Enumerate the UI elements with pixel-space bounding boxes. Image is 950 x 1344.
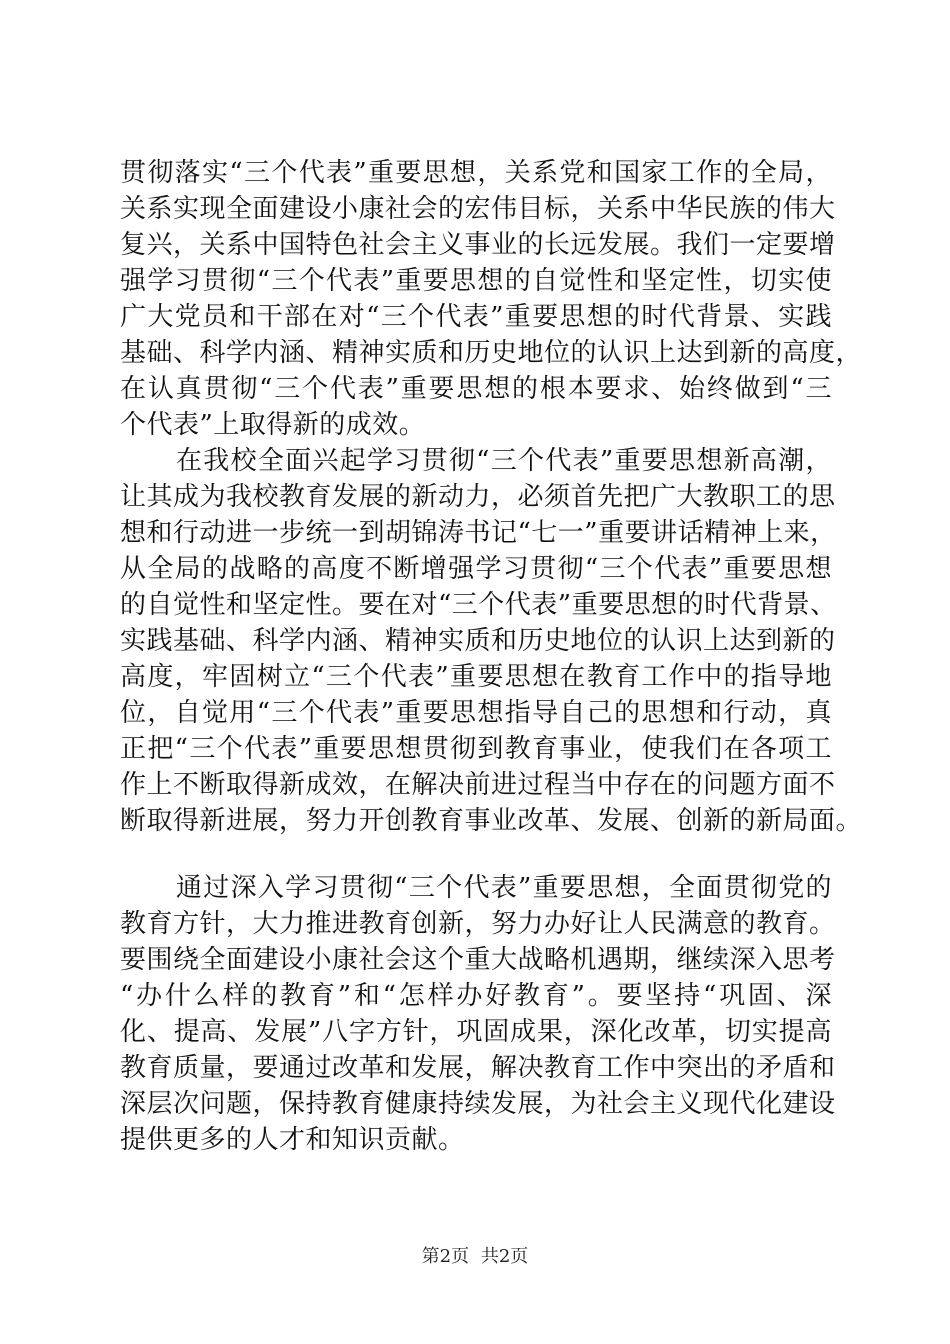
paragraph-line: 的自觉性和坚定性。要在对“三个代表”重要思想的时代背景、	[120, 590, 837, 620]
paragraph-line: 位，自觉用“三个代表”重要思想指导自己的思想和行动，真	[120, 698, 832, 728]
paragraph-line: 个代表”上取得新的成效。	[120, 410, 426, 440]
paragraph-line: 从全局的战略的高度不断增强学习贯彻“三个代表”重要思想	[120, 554, 832, 584]
paragraph-line: 教育质量，要通过改革和发展，解决教育工作中突出的矛盾和	[120, 1053, 836, 1083]
paragraph-line: 作上不断取得新成效，在解决前进过程当中存在的问题方面不	[120, 770, 836, 800]
paragraph-line: “办什么样的教育”和“怎样办好教育”。要坚持“巩固、深	[120, 981, 832, 1011]
paragraph-line: 在认真贯彻“三个代表”重要思想的根本要求、始终做到“三	[120, 374, 832, 404]
page-number: 第2页	[421, 1246, 470, 1267]
paragraph-line: 让其成为我校教育发展的新动力，必须首先把广大教职工的思	[120, 482, 836, 512]
paragraph-line: 正把“三个代表”重要思想贯彻到教育事业，使我们在各项工	[120, 734, 832, 764]
paragraph-line: 基础、科学内涵、精神实质和历史地位的认识上达到新的高度，	[120, 338, 863, 368]
paragraph-line: 复兴，关系中国特色社会主义事业的长远发展。我们一定要增	[120, 230, 836, 260]
paragraph-line: 通过深入学习贯彻“三个代表”重要思想，全面贯彻党的	[176, 873, 832, 903]
paragraph-3	[120, 870, 836, 1158]
paragraph-1	[120, 155, 863, 443]
paragraph-line: 高度，牢固树立“三个代表”重要思想在教育工作中的指导地	[120, 662, 832, 692]
paragraph-line: 贯彻落实“三个代表”重要思想，关系党和国家工作的全局，	[120, 158, 832, 188]
paragraph-2	[120, 443, 863, 839]
paragraph-line: 强学习贯彻“三个代表”重要思想的自觉性和坚定性，切实使	[120, 266, 832, 296]
paragraph-line: 想和行动进一步统一到胡锦涛书记“七一”重要讲话精神上来，	[120, 518, 837, 548]
paragraph-line: 断取得新进展，努力开创教育事业改革、发展、创新的新局面。	[120, 806, 863, 836]
paragraph-spacer	[120, 839, 832, 870]
paragraph-line: 要围绕全面建设小康社会这个重大战略机遇期，继续深入思考	[120, 945, 836, 975]
paragraph-line: 实践基础、科学内涵、精神实质和历史地位的认识上达到新的	[120, 626, 836, 656]
paragraph-line: 提供更多的人才和知识贡献。	[120, 1125, 465, 1155]
paragraph-line: 关系实现全面建设小康社会的宏伟目标，关系中华民族的伟大	[120, 194, 836, 224]
page-total: 共2页	[480, 1246, 529, 1267]
document-body	[120, 155, 863, 1158]
page-footer	[0, 1245, 950, 1269]
paragraph-line: 广大党员和干部在对“三个代表”重要思想的时代背景、实践	[120, 302, 832, 332]
paragraph-line: 深层次问题，保持教育健康持续发展，为社会主义现代化建设	[120, 1089, 836, 1119]
paragraph-line: 在我校全面兴起学习贯彻“三个代表”重要思想新高潮，	[176, 446, 832, 476]
paragraph-line: 教育方针，大力推进教育创新，努力办好让人民满意的教育。	[120, 909, 836, 939]
paragraph-line: 化、提高、发展”八字方针，巩固成果，深化改革，切实提高	[120, 1017, 832, 1047]
